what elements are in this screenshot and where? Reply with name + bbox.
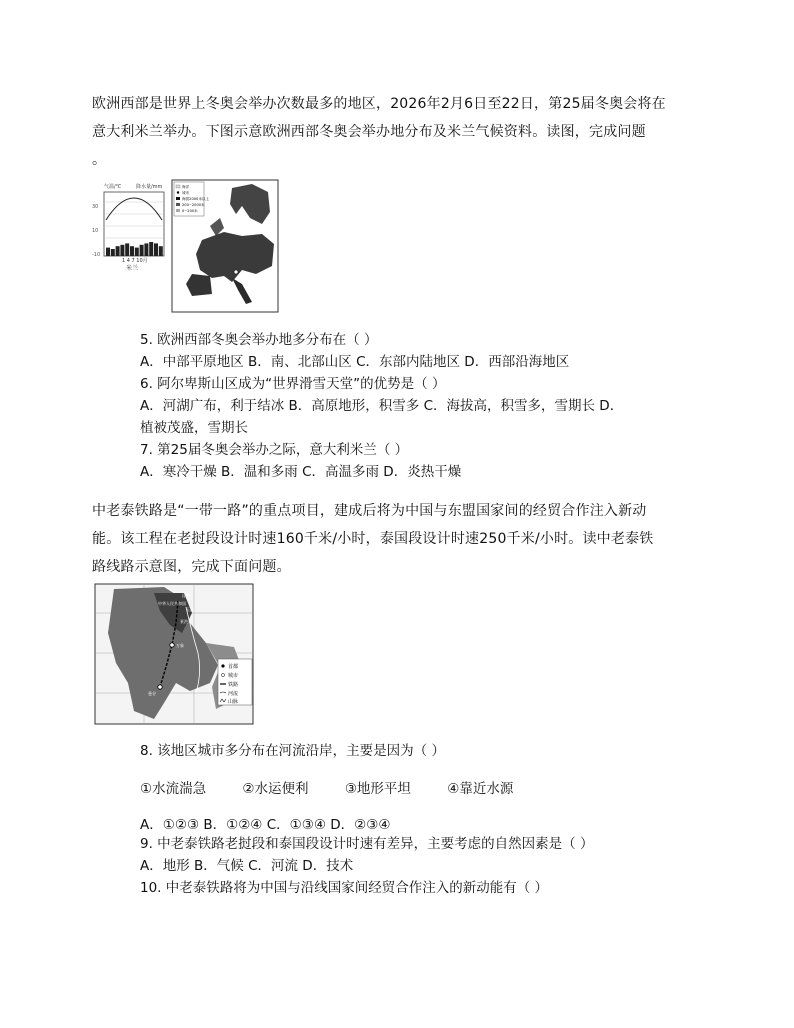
legend-capital: 首都 — [228, 664, 239, 670]
legend-river: 河流 — [228, 691, 239, 697]
legend-high: 海拔2000米以上 — [182, 197, 210, 201]
q6-stem: 6. 阿尔卑斯山区成为“世界滑雪天堂”的优势是（ ） — [140, 376, 446, 392]
legend-sea: 海洋 — [182, 185, 190, 189]
figure-europe — [92, 178, 282, 316]
question-5 — [140, 329, 700, 373]
intro-paragraph-1 — [92, 90, 712, 174]
precipitation-bar — [125, 243, 129, 256]
q8-choice-3: ③地形平坦 — [344, 781, 411, 797]
intro1-line1: 欧洲西部是世界上冬奥会举办次数最多的地区，2026年2月6日至22日，第25届冬奥会将在 — [92, 96, 666, 112]
precipitation-bar — [116, 246, 120, 256]
legend-town: 城市 — [228, 673, 239, 679]
vientiane-label: 万象 — [176, 643, 184, 648]
q9-options: A．地形 B．气候 C．河流 D．技术 — [140, 858, 354, 874]
legend-mid: 200~2000米 — [182, 203, 205, 207]
intro2-line1: 中老泰铁路是“一带一路”的重点项目，建成后将为中国与东盟国家间的经贸合作注入新动 — [92, 503, 647, 519]
question-8 — [140, 740, 700, 762]
intro2-line2: 能。该工程在老挝段设计时速160千米/小时，泰国段设计时速250千米/小时。读中老泰铁 — [92, 531, 654, 547]
q8-choice-4: ④靠近水源 — [447, 781, 514, 797]
question-6 — [140, 373, 700, 439]
china-label: 中华人民共和国 — [158, 601, 186, 606]
q8-stem: 8. 该地区城市多分布在河流沿岸，主要是因为（ ） — [140, 743, 445, 759]
q8-options-line: A．①②③ B．①②④ C．①③④ D．②③④ — [140, 817, 391, 833]
precipitation-bar — [154, 243, 158, 256]
question-10 — [140, 877, 700, 899]
climate-months: 1 4 7 10月 — [122, 258, 148, 264]
legend-city: 城市 — [182, 191, 190, 195]
q8-choice-1: ①水流湍急 — [140, 781, 207, 797]
precipitation-bar — [144, 243, 148, 256]
q7-stem: 7. 第25届冬奥会举办之际，意大利米兰（ ） — [140, 442, 409, 458]
climate-city-label: 米兰 — [126, 265, 139, 272]
q6-options: A．河湖广布，利于结冰 B．高原地形，积雪多 C．海拔高，积雪多，雪期长 D． — [140, 398, 624, 414]
bangkok-label: 曼谷 — [148, 691, 156, 696]
q8-choices — [140, 778, 545, 800]
precipitation-bar — [106, 248, 110, 256]
yuxi-label: 玉溪 — [186, 607, 194, 612]
precipitation-bar — [120, 245, 124, 256]
q8-choice-2: ②水运便利 — [242, 781, 309, 797]
intro1-line2: 意大利米兰举办。下图示意欧洲西部冬奥会举办地分布及米兰气候资料。读图，完成问题 — [92, 124, 646, 140]
climate-right-label: 降水量/mm — [136, 184, 163, 190]
precipitation-bar — [135, 248, 139, 256]
precipitation-bar — [140, 245, 144, 256]
legend-mountain: 山脉 — [228, 699, 239, 705]
legend-low: 0~200米 — [182, 209, 198, 213]
precipitation-bar — [111, 249, 115, 256]
milan-climate-chart — [92, 183, 164, 272]
figure-railway-map — [94, 583, 254, 725]
milan-marker — [234, 270, 238, 274]
precipitation-bar — [149, 242, 153, 256]
q10-stem: 10. 中老泰铁路将为中国与沿线国家间经贸合作注入的新动能有（ ） — [140, 880, 549, 896]
climate-left-label: 气温/℃ — [104, 184, 122, 190]
svg-text:30: 30 — [92, 204, 99, 210]
q5-options: A．中部平原地区 B．南、北部山区 C．东部内陆地区 D．西部沿海地区 — [140, 354, 570, 370]
legend-railway: 铁路 — [228, 682, 239, 688]
precipitation-bar — [130, 246, 134, 256]
railway-map-svg — [94, 583, 254, 725]
intro2-line3: 路线路示意图，完成下面问题。 — [92, 559, 291, 575]
bangkok-marker — [158, 685, 162, 689]
europe-map — [172, 180, 278, 312]
jinghong-label: 景洪 — [180, 619, 188, 624]
svg-text:10: 10 — [92, 228, 99, 234]
intro1-line3: 。 — [92, 152, 107, 168]
svg-text:-10: -10 — [92, 252, 101, 258]
precipitation-bar — [159, 246, 163, 256]
vientiane-marker — [170, 643, 174, 647]
europe-figure-svg — [92, 178, 282, 316]
question-9 — [140, 833, 700, 877]
question-7 — [140, 439, 700, 483]
q6-options-cont: 植被茂盛，雪期长 — [140, 420, 248, 436]
q5-stem: 5. 欧洲西部冬奥会举办地多分布在（ ） — [140, 332, 378, 348]
q9-stem: 9. 中老泰铁路老挝段和泰国段设计时速有差异，主要考虑的自然因素是（ ） — [140, 836, 594, 852]
kunming-label: 昆明 — [182, 593, 190, 598]
intro-paragraph-2 — [92, 497, 712, 581]
q7-options: A．寒冷干燥 B．温和多雨 C．高温多雨 D．炎热干燥 — [140, 464, 462, 480]
